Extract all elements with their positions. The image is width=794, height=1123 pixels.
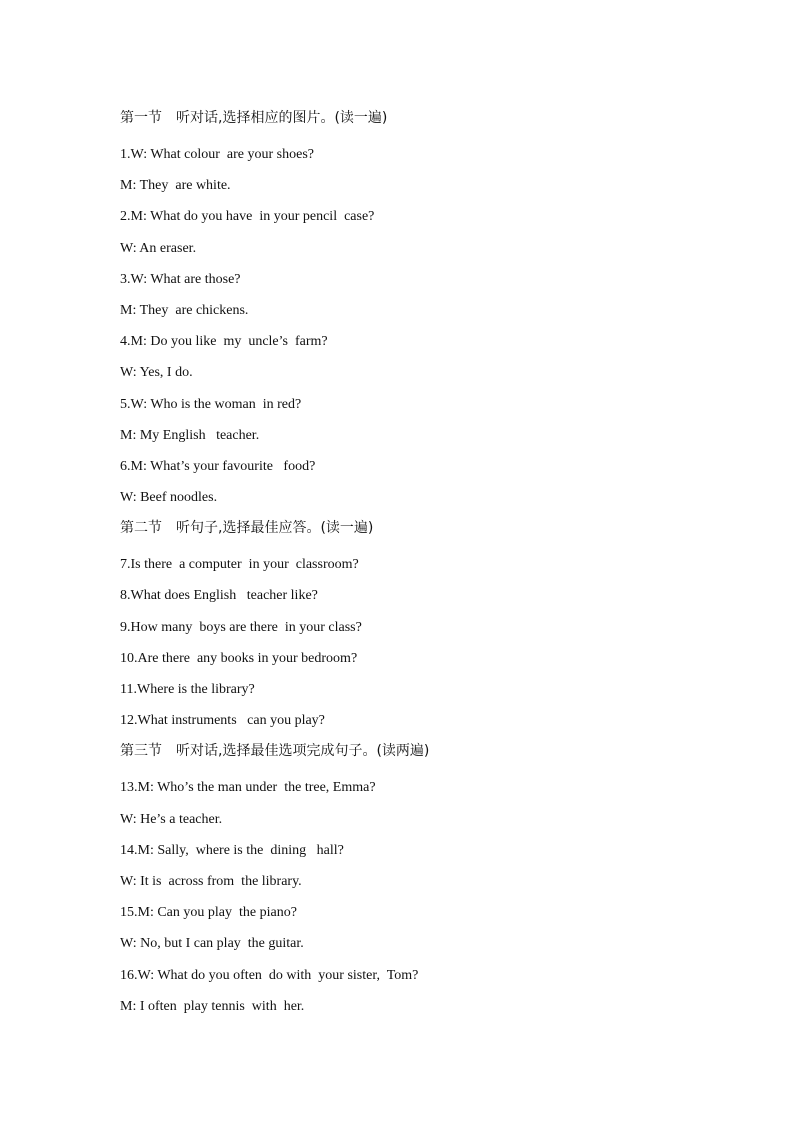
question-line: 7.Is there a computer in your classroom? [120, 557, 359, 573]
section-2 [120, 518, 740, 731]
dialogue-line: 4.M: Do you like my uncle’s farm? [120, 334, 328, 350]
dialogue-line: 6.M: What’s your favourite food? [120, 458, 316, 474]
dialogue-line: W: Yes, I do. [120, 365, 193, 381]
document-page [120, 108, 740, 1027]
section-heading: 第三节 听对话,选择最佳选项完成句子。(读两遍) [120, 743, 430, 760]
question-line: 11.Where is the library? [120, 682, 255, 697]
dialogue-line: 3.W: What are those? [120, 271, 241, 287]
dialogue-line: M: They are white. [120, 178, 231, 194]
section-heading: 第一节 听对话,选择相应的图片。(读一遍) [120, 110, 388, 126]
dialogue-line: W: Beef noodles. [120, 490, 218, 506]
dialogue-line: W: It is across from the library. [120, 873, 302, 889]
section-heading: 第二节 听句子,选择最佳应答。(读一遍) [120, 520, 374, 537]
dialogue-line: 13.M: Who’s the man under the tree, Emma? [120, 780, 376, 796]
section-1 [120, 108, 740, 508]
question-line: 10.Are there any books in your bedroom? [120, 650, 358, 666]
dialogue-line: 15.M: Can you play the piano? [120, 905, 297, 921]
dialogue-line: 14.M: Sally, where is the dining hall? [120, 842, 344, 858]
dialogue-line: M: I often play tennis with her. [120, 998, 305, 1014]
dialogue-line: M: They are chickens. [120, 302, 249, 318]
question-line: 8.What does English teacher like? [120, 588, 318, 604]
dialogue-line: 5.W: Who is the woman in red? [120, 396, 302, 412]
question-line: 9.How many boys are there in your class? [120, 619, 362, 635]
dialogue-line: W: No, but I can play the guitar. [120, 936, 304, 952]
dialogue-line: M: My English teacher. [120, 427, 260, 443]
question-line: 12.What instruments can you play? [120, 713, 325, 729]
dialogue-line: 2.M: What do you have in your pencil case? [120, 209, 375, 225]
dialogue-line: 1.W: What colour are your shoes? [120, 147, 314, 162]
dialogue-line: 16.W: What do you often do with your sister, Tom? [120, 967, 419, 983]
section-3 [120, 741, 740, 1016]
dialogue-line: W: He’s a teacher. [120, 811, 223, 827]
dialogue-line: W: An eraser. [120, 240, 197, 256]
